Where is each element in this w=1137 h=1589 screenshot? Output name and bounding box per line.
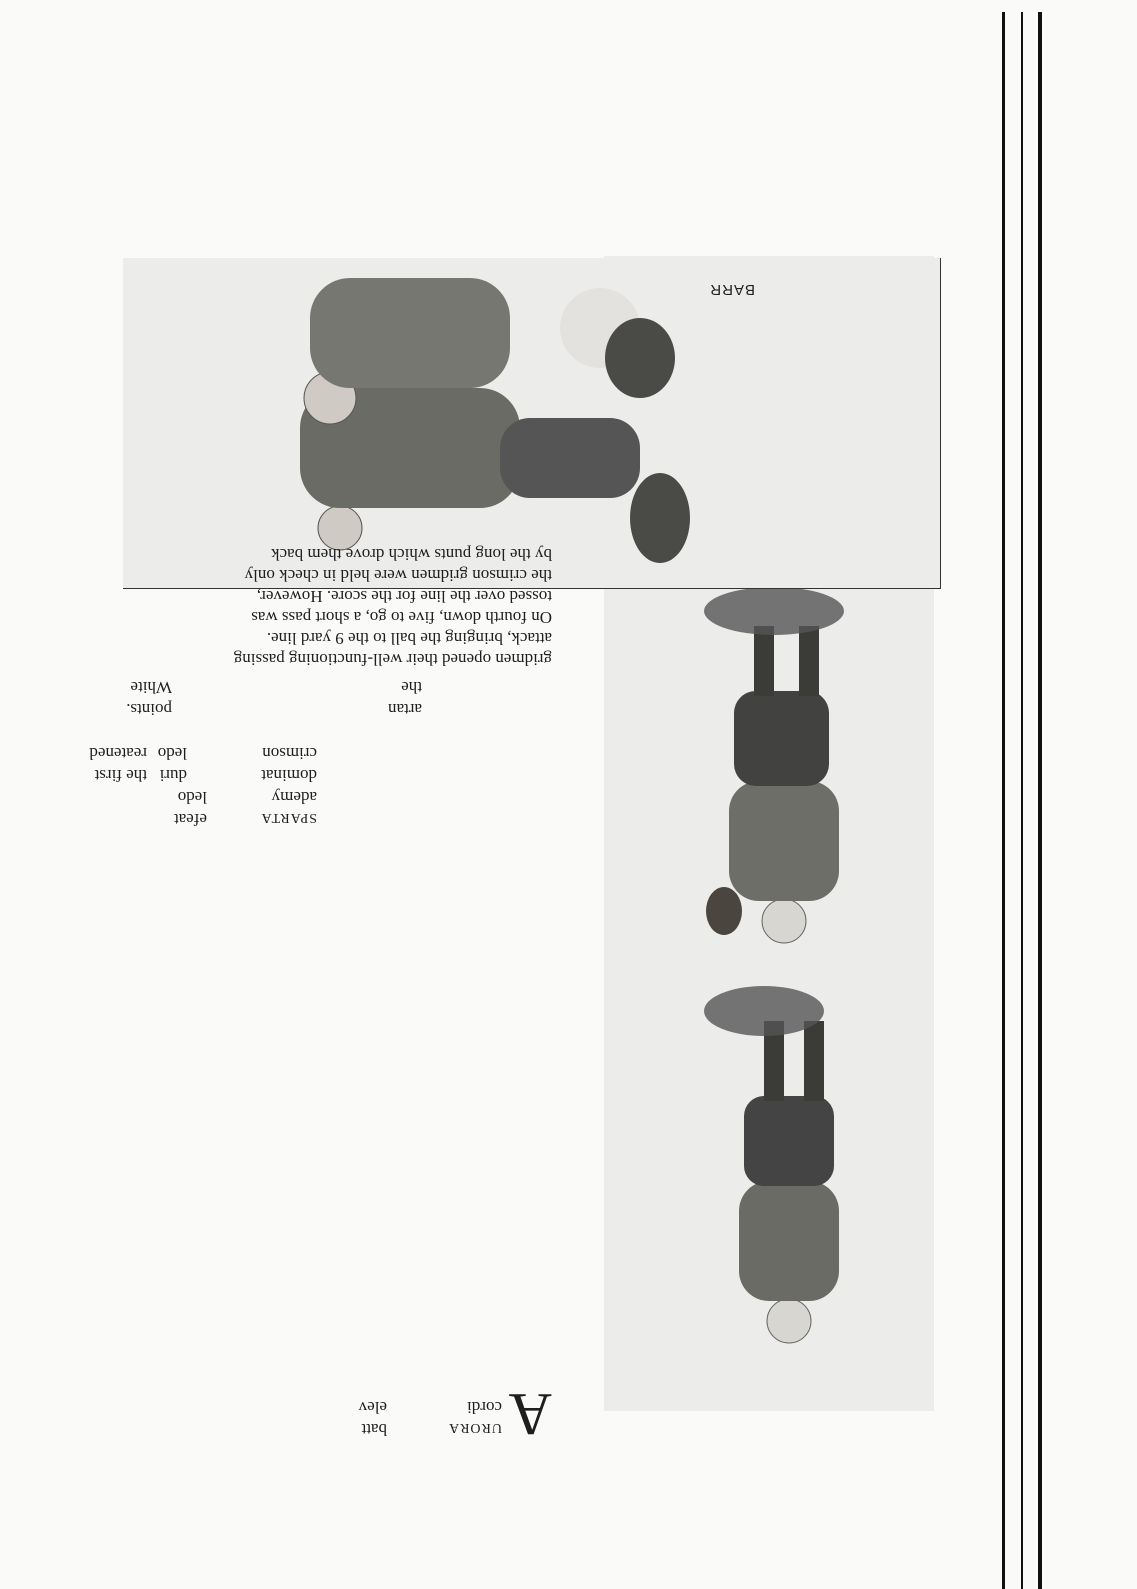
text-fragment: batt — [361, 1420, 387, 1439]
article-text — [89, 678, 552, 1447]
text-fragment: elev — [358, 1398, 387, 1417]
text-fragment: URORA — [447, 1420, 502, 1435]
paragraph-line: tossed over the line for the score. However, — [256, 587, 552, 606]
text-fragment: efeat — [173, 810, 207, 829]
text-fragment: points. — [126, 700, 172, 719]
player-figure — [704, 587, 844, 943]
text-fragment: SPARTA — [260, 810, 317, 825]
paragraph-line: the crimson gridmen were held in check only — [244, 566, 552, 585]
drop-cap: A — [508, 1381, 552, 1447]
text-fragment: ledo — [157, 744, 187, 763]
text-fragment: reatened — [89, 744, 147, 763]
text-fragment: ledo — [177, 788, 207, 807]
text-fragment: cordi — [467, 1398, 502, 1417]
paragraph-line: gridmen opened their well-functioning passing — [233, 650, 552, 669]
player-figure — [704, 986, 839, 1343]
player-photo-upper — [123, 258, 940, 588]
photo-upper-players — [123, 258, 941, 589]
paragraph-line: attack, bringing the ball to the 9 yard line. — [266, 629, 552, 648]
text-fragment: the — [401, 678, 422, 697]
text-fragment: ademy — [271, 788, 317, 807]
text-fragment: duri — [159, 766, 187, 785]
text-fragment: artan — [388, 700, 422, 719]
text-fragment: crimson — [262, 744, 317, 763]
text-fragment: the first — [94, 766, 147, 785]
text-fragment: White — [130, 678, 172, 697]
paragraph-line: On fourth down, five to go, a short pass was — [251, 608, 552, 627]
photo-caption: BARR — [709, 281, 755, 298]
paragraph-line: by the long punts which drove them back — [271, 545, 552, 564]
text-fragment: dominat — [261, 766, 317, 785]
